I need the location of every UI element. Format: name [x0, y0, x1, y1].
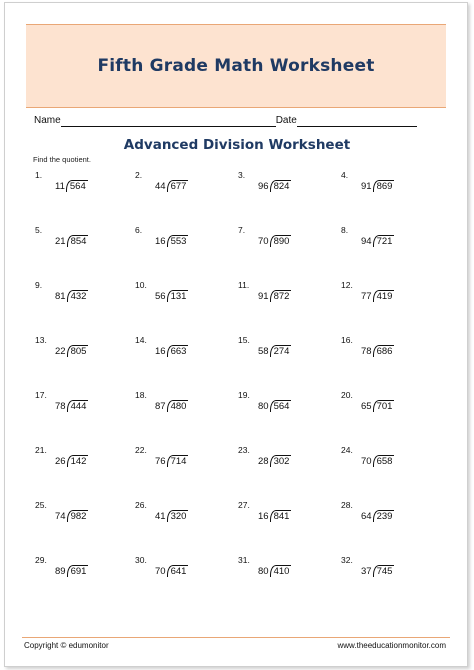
problem-number: 22. [135, 445, 147, 455]
problem-number: 27. [238, 500, 250, 510]
long-division [361, 455, 394, 467]
divisor: 77 [361, 291, 372, 302]
long-division [361, 180, 394, 192]
dividend: 564 [270, 400, 292, 412]
problem-number: 14. [135, 335, 147, 345]
divisor: 26 [55, 456, 66, 467]
long-division [361, 565, 394, 577]
page-title: Fifth Grade Math Worksheet [97, 56, 375, 76]
division-problem [135, 445, 235, 485]
dividend: 553 [167, 235, 189, 247]
divisor: 44 [155, 181, 166, 192]
long-division [258, 180, 291, 192]
divisor: 21 [55, 236, 66, 247]
problem-number: 11. [238, 280, 250, 290]
problem-number: 24. [341, 445, 353, 455]
division-problem [238, 390, 338, 430]
long-division [155, 345, 188, 357]
divisor: 78 [55, 401, 66, 412]
division-problem [35, 170, 135, 210]
dividend: 302 [270, 455, 292, 467]
divisor: 94 [361, 236, 372, 247]
problem-number: 18. [135, 390, 147, 400]
problem-number: 4. [341, 170, 349, 180]
problem-number: 16. [341, 335, 353, 345]
dividend: 641 [167, 565, 189, 577]
divisor: 87 [155, 401, 166, 412]
division-problem [238, 445, 338, 485]
problem-number: 31. [238, 555, 250, 565]
long-division [55, 400, 88, 412]
dividend: 714 [167, 455, 189, 467]
divisor: 70 [258, 236, 269, 247]
dividend: 824 [270, 180, 292, 192]
divisor: 74 [55, 511, 66, 522]
division-problem [135, 280, 235, 320]
problem-number: 15. [238, 335, 250, 345]
long-division [258, 235, 291, 247]
problem-number: 32. [341, 555, 353, 565]
division-problem [35, 225, 135, 265]
dividend: 131 [167, 290, 189, 302]
long-division [258, 400, 291, 412]
divisor: 37 [361, 566, 372, 577]
long-division [361, 510, 394, 522]
problem-number: 7. [238, 225, 246, 235]
dividend: 872 [270, 290, 292, 302]
problem-number: 25. [35, 500, 47, 510]
divisor: 16 [155, 346, 166, 357]
division-problem [135, 555, 235, 595]
problem-number: 28. [341, 500, 353, 510]
problem-number: 13. [35, 335, 47, 345]
divisor: 78 [361, 346, 372, 357]
website-text: www.theeducationmonitor.com [337, 641, 446, 650]
problem-number: 30. [135, 555, 147, 565]
division-problem [35, 335, 135, 375]
division-problem [35, 555, 135, 595]
divisor: 11 [55, 181, 65, 192]
problem-number: 10. [135, 280, 147, 290]
problem-number: 12. [341, 280, 353, 290]
long-division [361, 345, 394, 357]
dividend: 869 [373, 180, 395, 192]
division-problem [341, 500, 441, 540]
division-problem [35, 500, 135, 540]
problem-number: 19. [238, 390, 250, 400]
dividend: 721 [373, 235, 395, 247]
long-division [55, 180, 88, 192]
dividend: 239 [373, 510, 395, 522]
division-problem [35, 445, 135, 485]
long-division [55, 455, 88, 467]
problem-number: 6. [135, 225, 143, 235]
long-division [155, 400, 188, 412]
dividend: 320 [167, 510, 189, 522]
divisor: 64 [361, 511, 372, 522]
dividend: 805 [67, 345, 89, 357]
dividend: 444 [67, 400, 89, 412]
divisor: 22 [55, 346, 66, 357]
long-division [55, 290, 88, 302]
long-division [55, 235, 88, 247]
dividend: 701 [373, 400, 395, 412]
dividend: 854 [67, 235, 89, 247]
division-problem [35, 280, 135, 320]
dividend: 686 [373, 345, 395, 357]
divisor: 70 [155, 566, 166, 577]
problem-number: 20. [341, 390, 353, 400]
problem-number: 1. [35, 170, 43, 180]
long-division [155, 455, 188, 467]
divisor: 91 [258, 291, 269, 302]
dividend: 658 [373, 455, 395, 467]
long-division [155, 235, 188, 247]
long-division [258, 510, 291, 522]
copyright-text: Copyright © edumonitor [24, 641, 109, 650]
long-division [258, 455, 291, 467]
dividend: 745 [373, 565, 395, 577]
division-problem [35, 390, 135, 430]
long-division [55, 565, 88, 577]
divisor: 96 [258, 181, 269, 192]
divisor: 41 [155, 511, 166, 522]
dividend: 410 [270, 565, 292, 577]
long-division [155, 565, 188, 577]
dividend: 564 [66, 180, 88, 192]
division-problem [238, 555, 338, 595]
long-division [361, 400, 394, 412]
division-problem [135, 225, 235, 265]
divisor: 89 [55, 566, 66, 577]
problem-number: 29. [35, 555, 47, 565]
long-division [361, 235, 394, 247]
long-division [258, 345, 291, 357]
divisor: 91 [361, 181, 372, 192]
divisor: 70 [361, 456, 372, 467]
problem-number: 9. [35, 280, 43, 290]
division-problem [135, 170, 235, 210]
division-problem [238, 170, 338, 210]
divisor: 16 [155, 236, 166, 247]
problem-number: 26. [135, 500, 147, 510]
divisor: 76 [155, 456, 166, 467]
division-problem [238, 500, 338, 540]
dividend: 677 [167, 180, 189, 192]
division-problem [238, 335, 338, 375]
division-problem [341, 555, 441, 595]
divisor: 16 [258, 511, 269, 522]
dividend: 480 [167, 400, 189, 412]
divisor: 80 [258, 566, 269, 577]
divisor: 28 [258, 456, 269, 467]
date-label: Date [275, 115, 297, 126]
long-division [258, 565, 291, 577]
dividend: 663 [167, 345, 189, 357]
long-division [258, 290, 291, 302]
dividend: 432 [67, 290, 89, 302]
problem-number: 17. [35, 390, 47, 400]
divisor: 65 [361, 401, 372, 412]
instruction-text: Find the quotient. [33, 155, 91, 164]
long-division [361, 290, 394, 302]
problem-number: 23. [238, 445, 250, 455]
divisor: 80 [258, 401, 269, 412]
problem-number: 5. [35, 225, 43, 235]
dividend: 982 [67, 510, 89, 522]
footer-divider [22, 637, 450, 638]
division-problem [135, 390, 235, 430]
dividend: 142 [67, 455, 89, 467]
division-problem [341, 390, 441, 430]
long-division [155, 510, 188, 522]
dividend: 841 [270, 510, 292, 522]
division-problem [341, 225, 441, 265]
division-problem [238, 225, 338, 265]
division-problem [341, 335, 441, 375]
problem-number: 2. [135, 170, 143, 180]
name-label: Name [34, 115, 61, 126]
dividend: 890 [270, 235, 292, 247]
worksheet-subtitle: Advanced Division Worksheet [123, 137, 351, 153]
division-problem [135, 335, 235, 375]
divisor: 58 [258, 346, 269, 357]
long-division [55, 345, 88, 357]
division-problem [135, 500, 235, 540]
divisor: 56 [155, 291, 166, 302]
dividend: 691 [67, 565, 89, 577]
division-problem [238, 280, 338, 320]
problem-number: 8. [341, 225, 349, 235]
problem-number: 3. [238, 170, 246, 180]
long-division [155, 290, 188, 302]
dividend: 419 [373, 290, 395, 302]
long-division [55, 510, 88, 522]
long-division [155, 180, 188, 192]
division-problem [341, 170, 441, 210]
division-problem [341, 445, 441, 485]
problem-number: 21. [35, 445, 47, 455]
divisor: 81 [55, 291, 66, 302]
dividend: 274 [270, 345, 292, 357]
division-problem [341, 280, 441, 320]
